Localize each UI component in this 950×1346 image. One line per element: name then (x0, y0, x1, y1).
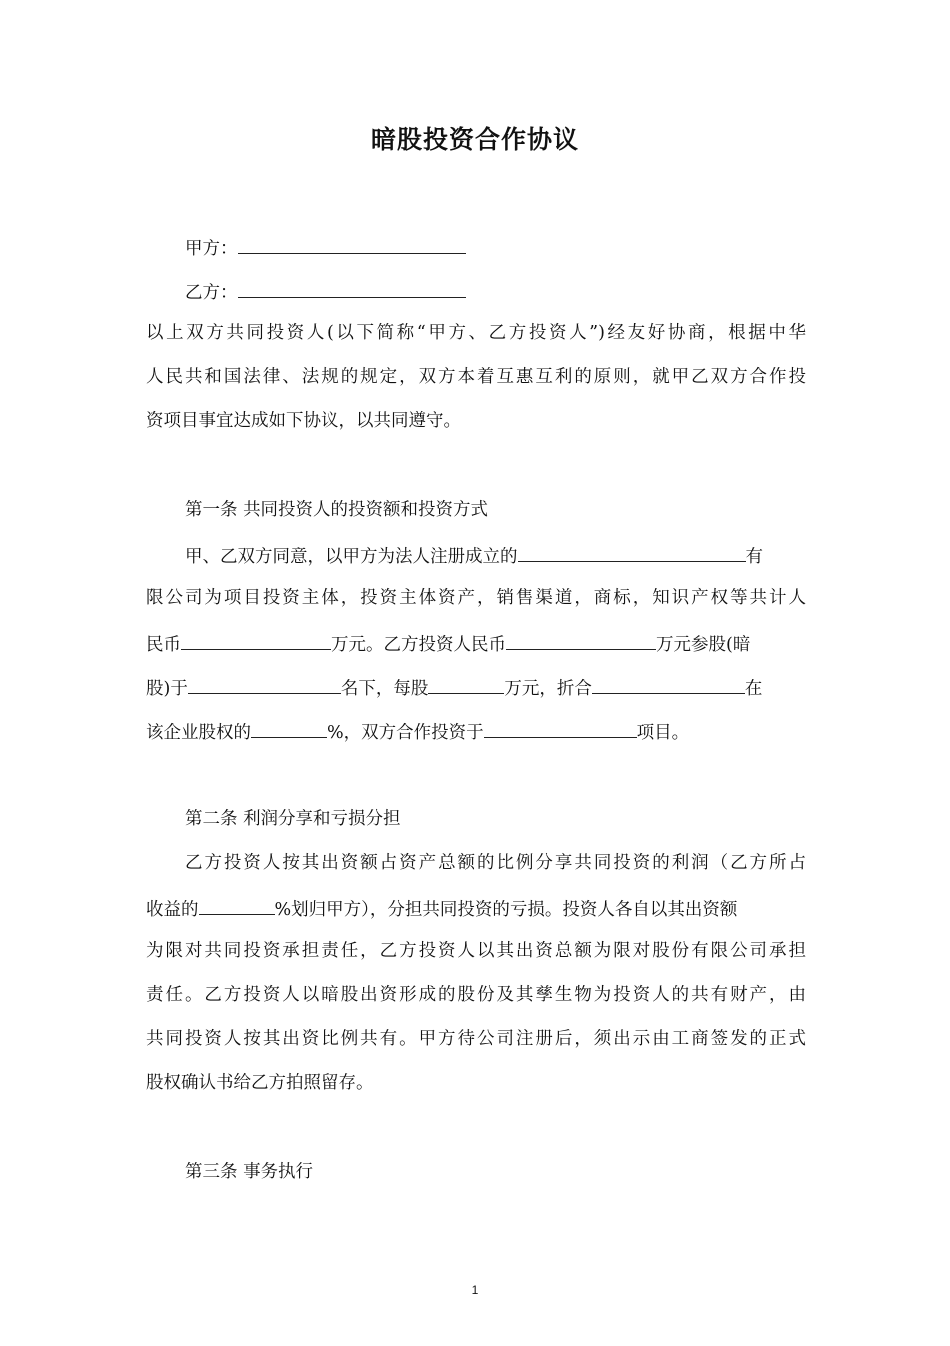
article1-text: 有 (745, 547, 763, 567)
party-b-label: 乙方： (185, 283, 238, 303)
article1-text: 在 (744, 679, 763, 699)
holder-name-blank[interactable] (188, 673, 341, 694)
article1-text: %，双方合作投资于 (327, 723, 484, 743)
party-b-blank[interactable] (238, 277, 466, 298)
project-name-blank[interactable] (484, 717, 637, 738)
intro-line-2: 人民共和国法律、法规的规定，双方本着互惠互利的原则，就甲乙双方合作投 (146, 367, 806, 387)
article2-line-6: 股权确认书给乙方拍照留存。 (146, 1073, 374, 1093)
article1-text: 万元。乙方投资人民币 (331, 635, 506, 655)
intro-line-3: 资项目事宜达成如下协议，以共同遵守。 (146, 411, 461, 431)
article2-line-1: 乙方投资人按其出资额占资产总额的比例分享共同投资的利润（乙方所占 (185, 853, 806, 873)
article2-heading: 第二条 利润分享和亏损分担 (185, 809, 401, 829)
article1-text: 股)于 (146, 679, 188, 699)
article1-heading: 第一条 共同投资人的投资额和投资方式 (185, 500, 489, 520)
article2-line-2 (146, 894, 806, 923)
party-a-blank[interactable] (238, 233, 466, 254)
article1-text: 万元，折合 (504, 679, 592, 699)
article2-line-4: 责任。乙方投资人以暗股出资形成的股份及其孳生物为投资人的共有财产，由 (146, 985, 806, 1005)
total-assets-blank[interactable] (181, 629, 331, 650)
article2-line-3: 为限对共同投资承担责任，乙方投资人以其出资总额为限对股份有限公司承担 (146, 941, 806, 961)
profit-share-percent-blank[interactable] (199, 894, 275, 915)
article3-heading: 第三条 事务执行 (185, 1162, 314, 1182)
article1-text: 万元参股(暗 (656, 635, 751, 655)
company-name-blank[interactable] (518, 541, 746, 562)
equivalent-blank[interactable] (592, 673, 745, 694)
party-b-line (185, 277, 845, 306)
article1-line-5 (146, 717, 806, 746)
article1-text: 项目。 (636, 723, 690, 743)
document-title: 暗股投资合作协议 (370, 125, 579, 154)
party-a-label: 甲方： (185, 239, 238, 259)
article1-line-2: 限公司为项目投资主体，投资主体资产，销售渠道，商标，知识产权等共计人 (146, 588, 806, 608)
article2-line-5: 共同投资人按其出资比例共有。甲方待公司注册后，须出示由工商签发的正式 (146, 1029, 806, 1049)
party-b-investment-blank[interactable] (506, 629, 656, 650)
equity-percent-blank[interactable] (251, 717, 327, 738)
article1-text: 民币 (146, 635, 181, 655)
article1-text: 甲、乙双方同意，以甲方为法人注册成立的 (185, 547, 518, 567)
article2-text: 收益的 (146, 900, 199, 920)
article2-text: %划归甲方），分担共同投资的亏损。投资人各自以其出资额 (274, 900, 738, 920)
article1-line-3 (146, 629, 806, 658)
party-a-line (185, 233, 845, 262)
page-number: 1 (471, 1283, 479, 1297)
price-per-share-blank[interactable] (428, 673, 504, 694)
article1-text: 该企业股权的 (146, 723, 251, 743)
intro-line-1: 以上双方共同投资人(以下简称“甲方、乙方投资人”)经友好协商，根据中华 (146, 323, 806, 343)
article1-text: 名下，每股 (340, 679, 429, 699)
article1-line-4 (146, 673, 806, 702)
article1-line-1 (185, 541, 806, 570)
